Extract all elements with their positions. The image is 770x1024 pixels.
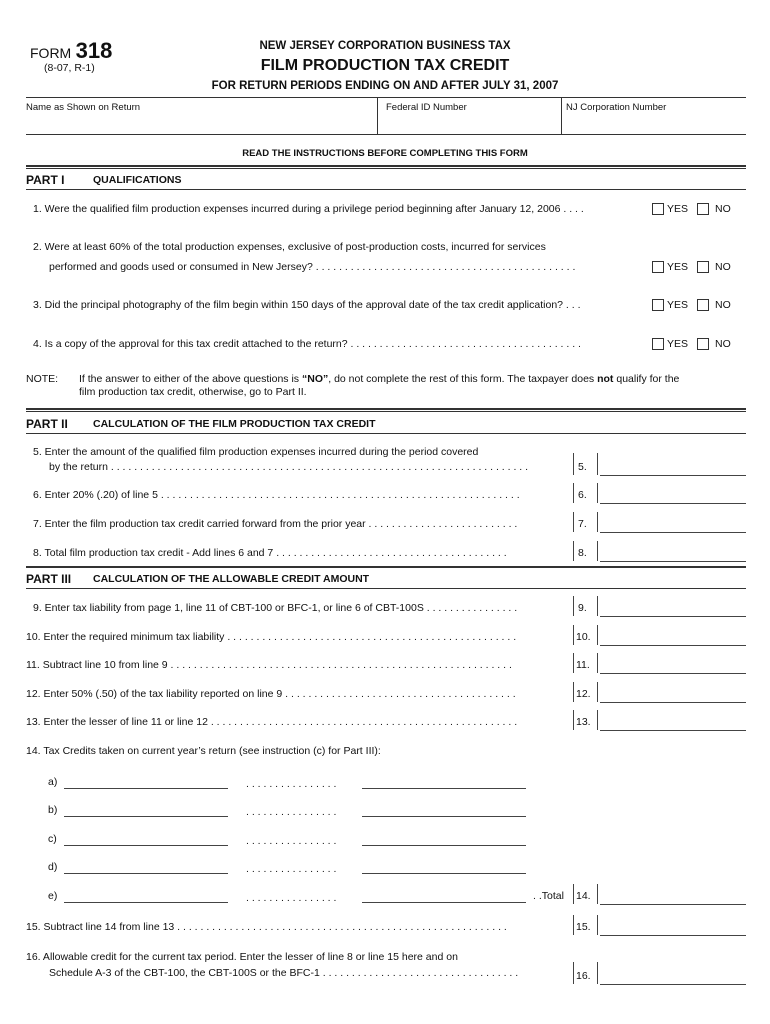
part3-heading: CALCULATION OF THE ALLOWABLE CREDIT AMOUNT xyxy=(93,573,370,585)
part2-heading: CALCULATION OF THE FILM PRODUCTION TAX CREDIT xyxy=(93,418,376,430)
line-7-amount[interactable] xyxy=(600,512,746,533)
q2-no-checkbox[interactable] xyxy=(697,261,709,273)
line-15-text: 15. Subtract line 14 from line 13 . . . . . . . . . . . . . . . . . . . . . . . . . . . . . . . . . . . . . . . . . . . . . . . . . . . . . . . . . xyxy=(26,921,507,933)
form-revision: (8-07, R-1) xyxy=(44,62,95,74)
line-14-text: 14. Tax Credits taken on current year’s return (see instruction (c) for Part III): xyxy=(26,745,381,757)
line-12-text: 12. Enter 50% (.50) of the tax liability reported on line 9 . . . . . . . . . . . . . . . . . . . . . . . . . . . . . . . . . . . . . . . . xyxy=(26,688,516,700)
line-11-text: 11. Subtract line 10 from line 9 . . . . . . . . . . . . . . . . . . . . . . . . . . . . . . . . . . . . . . . . . . . . . . . . . . . . . . . . . . . xyxy=(26,659,512,671)
line-8-amount[interactable] xyxy=(600,541,746,562)
form-number: 318 xyxy=(75,38,113,63)
line-9-number: 9. xyxy=(573,596,598,616)
form-title: FILM PRODUCTION TAX CREDIT xyxy=(260,57,510,74)
line-7-number: 7. xyxy=(573,512,598,532)
line-14b-credit-name[interactable] xyxy=(64,816,228,817)
part3-label: PART III xyxy=(26,572,72,586)
q4-no-checkbox[interactable] xyxy=(697,338,709,350)
line-6-amount[interactable] xyxy=(600,483,746,504)
line-14b-dots: . . . . . . . . . . . . . . . . xyxy=(246,806,337,818)
agency-name: NEW JERSEY CORPORATION BUSINESS TAX xyxy=(259,40,511,52)
part2-label: PART II xyxy=(26,417,68,431)
line-11-number: 11. xyxy=(573,653,598,673)
line-14c-label: c) xyxy=(48,833,57,845)
question-3: 3. Did the principal photography of the film begin within 150 days of the approval date of the tax credit application? . . . xyxy=(33,299,581,311)
q1-no-label: NO xyxy=(715,203,731,215)
line-6-number: 6. xyxy=(573,483,598,503)
line-8-number: 8. xyxy=(573,541,598,561)
line-16-text-2: Schedule A-3 of the CBT-100, the CBT-100S or the BFC-1 . . . . . . . . . . . . . . . . . . . . . . . . . . . . . . . . . . xyxy=(49,967,519,979)
line-14e-credit-name[interactable] xyxy=(64,902,228,903)
q2-yes-checkbox[interactable] xyxy=(652,261,664,273)
line-14-total-label: . .Total xyxy=(533,890,564,902)
name-field[interactable] xyxy=(26,98,376,134)
q1-no-checkbox[interactable] xyxy=(697,203,709,215)
federal-id-label: Federal ID Number xyxy=(386,102,467,113)
line-8-text: 8. Total film production tax credit - Add lines 6 and 7 . . . . . . . . . . . . . . . . . . . . . . . . . . . . . . . . . . . . . . . . xyxy=(33,547,507,559)
note-text: If the answer to either of the above questions is “NO”, do not complete the rest of this form. The taxpayer does not qualify for the xyxy=(79,373,680,385)
line-14b-label: b) xyxy=(48,804,58,816)
line-14-amount[interactable] xyxy=(600,884,746,905)
line-14d-dots: . . . . . . . . . . . . . . . . xyxy=(246,863,337,875)
line-13-number: 13. xyxy=(573,710,598,730)
line-12-number: 12. xyxy=(573,682,598,702)
note-text-line2: film production tax credit, otherwise, go to Part II. xyxy=(79,386,307,398)
line-14c-amount[interactable] xyxy=(362,845,526,846)
line-14b-amount[interactable] xyxy=(362,816,526,817)
q1-yes-checkbox[interactable] xyxy=(652,203,664,215)
q3-no-checkbox[interactable] xyxy=(697,299,709,311)
line-16-amount[interactable] xyxy=(600,962,746,985)
nj-corp-label: NJ Corporation Number xyxy=(566,102,667,113)
q4-yes-label: YES xyxy=(667,338,689,350)
line-14d-amount[interactable] xyxy=(362,873,526,874)
line-14e-dots: . . . . . . . . . . . . . . . . xyxy=(246,892,337,904)
q4-yes-checkbox[interactable] xyxy=(652,338,664,350)
line-16-text: 16. Allowable credit for the current tax period. Enter the lesser of line 8 or line 15 here and on xyxy=(26,951,458,963)
part1-heading: QUALIFICATIONS xyxy=(93,174,182,186)
line-5-text-2: by the return . . . . . . . . . . . . . . . . . . . . . . . . . . . . . . . . . . . . . . . . . . . . . . . . . . . . . . . . . . . . . . . . . . . . . . . . xyxy=(49,461,529,473)
line-10-number: 10. xyxy=(573,625,598,645)
line-16-number: 16. xyxy=(573,962,598,984)
line-9-amount[interactable] xyxy=(600,596,746,617)
line-14-number: 14. xyxy=(573,884,598,904)
line-6-text: 6. Enter 20% (.20) of line 5 . . . . . . . . . . . . . . . . . . . . . . . . . . . . . . . . . . . . . . . . . . . . . . . . . . . . . . . . . . . . . . xyxy=(33,489,520,501)
line-14d-label: d) xyxy=(48,861,58,873)
line-10-text: 10. Enter the required minimum tax liability . . . . . . . . . . . . . . . . . . . . . . . . . . . . . . . . . . . . . . . . . . . . . . . . . . xyxy=(26,631,517,643)
line-9-text: 9. Enter tax liability from page 1, line 11 of CBT-100 or BFC-1, or line 6 of CBT-100S . . . . . . . . . . . . . . . . xyxy=(33,602,518,614)
line-13-amount[interactable] xyxy=(600,710,746,731)
q1-yes-label: YES xyxy=(667,203,689,215)
line-13-text: 13. Enter the lesser of line 11 or line 12 . . . . . . . . . . . . . . . . . . . . . . . . . . . . . . . . . . . . . . . . . . . . . . . . . . . . . xyxy=(26,716,518,728)
line-5-text: 5. Enter the amount of the qualified film production expenses incurred during the period covered xyxy=(33,446,479,458)
line-14a-label: a) xyxy=(48,776,58,788)
form-subtitle: FOR RETURN PERIODS ENDING ON AND AFTER JULY 31, 2007 xyxy=(211,80,559,92)
line-15-amount[interactable] xyxy=(600,915,746,936)
part1-label: PART I xyxy=(26,173,65,187)
line-15-number: 15. xyxy=(573,915,598,935)
q3-yes-checkbox[interactable] xyxy=(652,299,664,311)
question-2-line2: performed and goods used or consumed in New Jersey? . . . . . . . . . . . . . . . . . . . . . . . . . . . . . . . . . . . . . . . . . . . . . xyxy=(49,261,576,273)
line-11-amount[interactable] xyxy=(600,653,746,674)
line-7-text: 7. Enter the film production tax credit carried forward from the prior year . . . . . . . . . . . . . . . . . . . . . . . . . . xyxy=(33,518,518,530)
form-label: FORM xyxy=(30,45,72,61)
instructions-banner: READ THE INSTRUCTIONS BEFORE COMPLETING THIS FORM xyxy=(242,148,528,159)
line-10-amount[interactable] xyxy=(600,625,746,646)
q3-yes-label: YES xyxy=(667,299,689,311)
line-14a-amount[interactable] xyxy=(362,788,526,789)
line-14c-credit-name[interactable] xyxy=(64,845,228,846)
line-5-amount[interactable] xyxy=(600,455,746,476)
federal-id-field[interactable] xyxy=(378,98,561,134)
line-14e-amount[interactable] xyxy=(362,902,526,903)
line-5-number: 5. xyxy=(573,453,598,475)
question-2-line1: 2. Were at least 60% of the total production expenses, exclusive of post-production costs, incurred for services xyxy=(33,241,546,253)
question-4: 4. Is a copy of the approval for this tax credit attached to the return? . . . . . . . . . . . . . . . . . . . . . . . . . . . . . . . . . . . . . . . . xyxy=(33,338,581,350)
line-12-amount[interactable] xyxy=(600,682,746,703)
q3-no-label: NO xyxy=(715,299,731,311)
name-field-label: Name as Shown on Return xyxy=(26,102,141,113)
question-1: 1. Were the qualified film production expenses incurred during a privilege period beginning after January 12, 2006 . . . . xyxy=(33,203,584,215)
note-label: NOTE: xyxy=(26,373,59,385)
q2-no-label: NO xyxy=(715,261,731,273)
q2-yes-label: YES xyxy=(667,261,689,273)
line-14a-credit-name[interactable] xyxy=(64,788,228,789)
line-14e-label: e) xyxy=(48,890,58,902)
q4-no-label: NO xyxy=(715,338,731,350)
line-14c-dots: . . . . . . . . . . . . . . . . xyxy=(246,835,337,847)
line-14a-dots: . . . . . . . . . . . . . . . . xyxy=(246,778,337,790)
nj-corp-field[interactable] xyxy=(562,98,746,134)
line-14d-credit-name[interactable] xyxy=(64,873,228,874)
